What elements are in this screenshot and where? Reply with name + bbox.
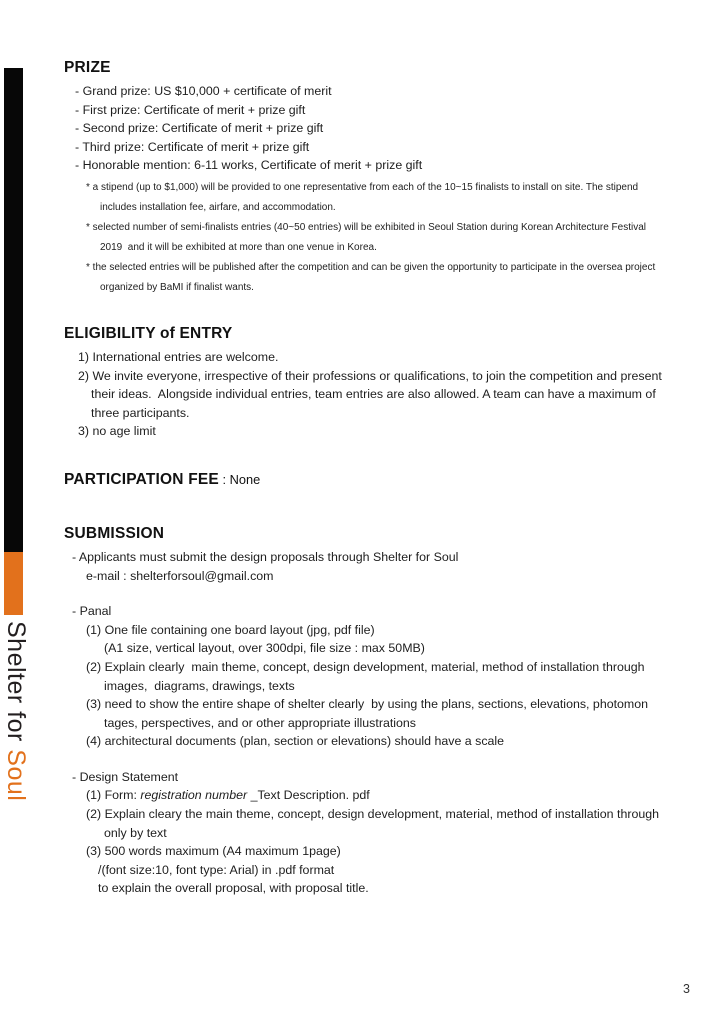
prize-item: - Second prize: Certificate of merit + prize gift — [75, 121, 324, 136]
brand-title-black: Shelter for — [2, 621, 30, 750]
submission-intro — [64, 548, 719, 585]
panal-line: (1) One file containing one board layout (jpg, pdf file) — [86, 622, 375, 637]
eligibility-line: their ideas. Alongside individual entries, team entries are also allowed. A team can have a maximum of — [91, 387, 656, 402]
footnote-line: * a stipend (up to $1,000) will be provided to one representative from each of the 10~15 finalists to install on site. The stipend — [86, 181, 639, 193]
footnote-line: * selected number of semi-finalists entries (40~50 entries) will be exhibited in Seoul Station during Korean Architecture Festival — [86, 221, 647, 233]
fee-value: : None — [218, 471, 261, 487]
fee-heading — [64, 470, 719, 490]
panal-line: (3) need to show the entire shape of shelter clearly by using the plans, sections, elevations, photomon — [86, 697, 649, 712]
submission-line: - Applicants must submit the design proposals through Shelter for Soul — [72, 549, 459, 564]
submission-panal-block — [64, 602, 719, 751]
design-form-prefix: (1) Form: — [86, 788, 141, 803]
panal-line: (2) Explain clearly main theme, concept, design development, material, method of installation through — [86, 659, 645, 674]
footnote-line: * the selected entries will be published after the competition and can be given the opportunity to participate in the oversea project — [86, 261, 656, 273]
vertical-brand-title — [0, 621, 30, 841]
design-line: (2) Explain cleary the main theme, concept, design development, material, method of installation through — [86, 807, 660, 822]
fee-heading-label: PARTICIPATION FEE — [64, 470, 219, 488]
prize-item: - Third prize: Certificate of merit + prize gift — [75, 139, 310, 154]
eligibility-line: 1) International entries are welcome. — [78, 349, 279, 364]
prize-item: - Honorable mention: 6-11 works, Certificate of merit + prize gift — [75, 158, 423, 173]
prize-item: - First prize: Certificate of merit + prize gift — [75, 102, 306, 117]
eligibility-line: 3) no age limit — [78, 424, 156, 439]
sidebar-orange-bar — [4, 552, 23, 615]
eligibility-list — [64, 348, 719, 441]
document-content — [64, 58, 719, 898]
submission-heading: SUBMISSION — [64, 524, 165, 542]
eligibility-line: 2) We invite everyone, irrespective of their professions or qualifications, to join the competition and present — [78, 368, 662, 383]
panal-label: - Panal — [72, 604, 112, 619]
panal-line: (4) architectural documents (plan, section or elevations) should have a scale — [86, 734, 505, 749]
design-line: (3) 500 words maximum (A4 maximum 1page) — [86, 844, 341, 859]
prize-item: - Grand prize: US $10,000 + certificate of merit — [75, 84, 332, 98]
design-form-suffix: _Text Description. pdf — [247, 788, 370, 803]
submission-email: e-mail : shelterforsoul@gmail.com — [86, 568, 274, 583]
section-prize — [64, 58, 719, 298]
panal-line: tages, perspectives, and or other appropriate illustrations — [104, 715, 417, 730]
design-line: only by text — [104, 825, 167, 840]
design-form-line — [64, 786, 719, 805]
prize-heading: PRIZE — [64, 59, 111, 76]
design-form-italic: registration number — [140, 788, 248, 803]
sidebar-black-bar — [4, 68, 23, 552]
eligibility-line: three participants. — [91, 405, 190, 420]
brand-title-orange: Soul — [2, 749, 30, 802]
footnote-line: includes installation fee, airfare, and accommodation. — [100, 201, 336, 213]
section-eligibility — [64, 324, 719, 441]
design-statement-label: - Design Statement — [72, 769, 179, 784]
prize-list — [64, 82, 719, 175]
panal-line: (A1 size, vertical layout, over 300dpi, file size : max 50MB) — [104, 641, 425, 656]
eligibility-heading: ELIGIBILITY of ENTRY — [64, 324, 233, 342]
prize-footnotes — [64, 178, 719, 298]
panal-line: images, diagrams, drawings, texts — [104, 678, 295, 693]
section-submission — [64, 524, 719, 898]
design-line: /(font size:10, font type: Arial) in .pdf format — [98, 862, 335, 877]
submission-design-block — [64, 768, 719, 898]
footnote-line: organized by BaMI if finalist wants. — [100, 281, 254, 293]
page-number: 3 — [683, 982, 690, 996]
footnote-line: 2019 and it will be exhibited at more than one venue in Korea. — [100, 241, 377, 253]
design-line: to explain the overall proposal, with proposal title. — [98, 881, 369, 896]
section-fee — [64, 470, 719, 490]
